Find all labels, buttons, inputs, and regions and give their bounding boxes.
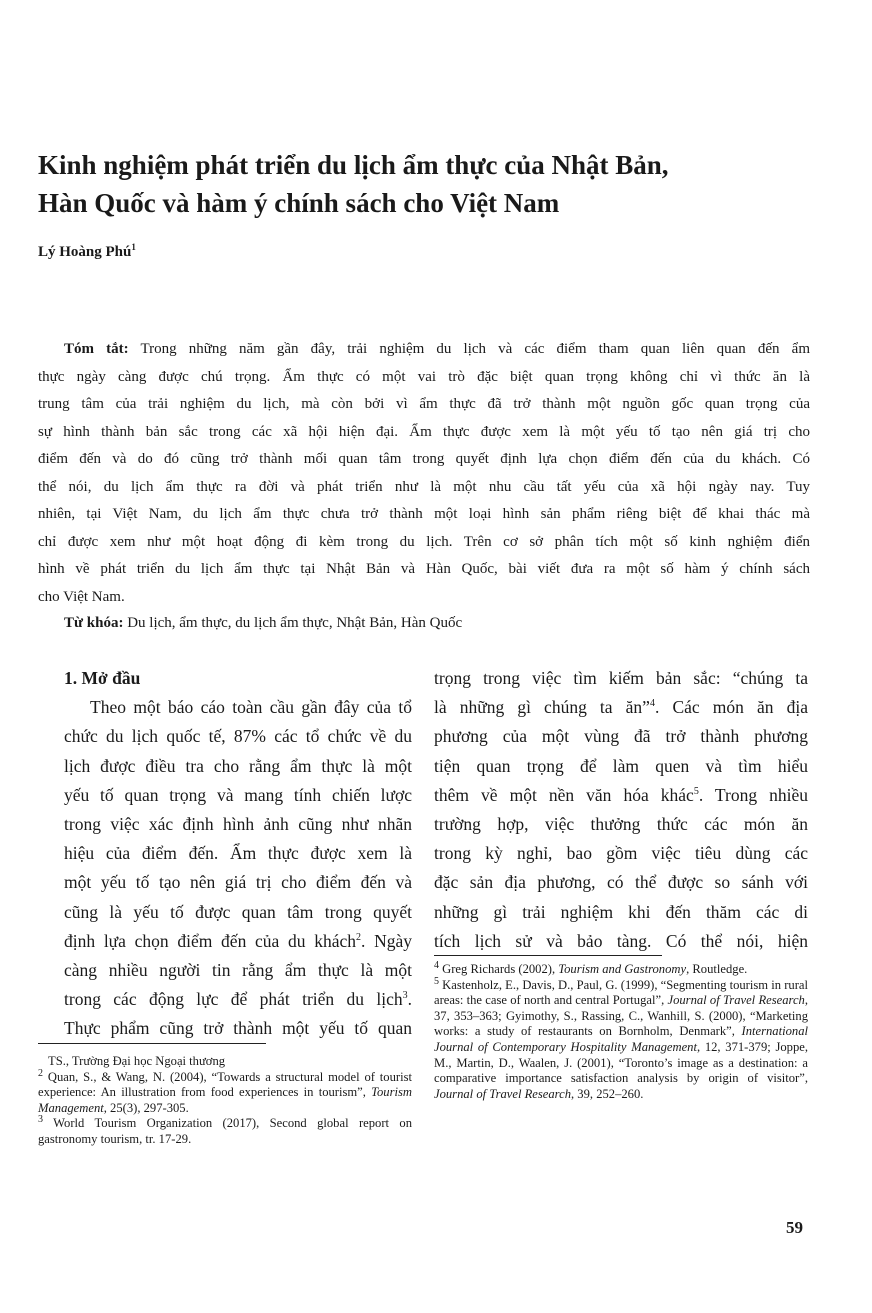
body-line: lịch được điều tra cho rằng ẩm thực là một	[64, 755, 412, 776]
body-line: yếu tố quan trọng và mang tính chiến lược	[64, 784, 412, 805]
title-line-1: Kinh nghiệm phát triển du lịch ẩm thực của Nhật Bản,	[38, 150, 669, 180]
footnote-journal: Journal of Travel Research	[434, 1086, 571, 1101]
footnote-text: , 39, 252–260.	[571, 1086, 644, 1101]
author-name: Lý Hoàng Phú	[38, 244, 132, 260]
body-text: . Trong nhiều	[698, 784, 809, 805]
abstract-line: trung tâm của trải nghiệm du lịch, mà còn bởi vì ẩm thực đã trở thành một nguồn gốc quan trọng của	[38, 396, 810, 412]
body-text: trong các động lực để phát triển du lịch	[64, 989, 403, 1010]
body-line: tiện quan trọng để làm quen và tìm hiểu	[434, 755, 808, 776]
body-line	[64, 927, 412, 956]
body-line: trường hợp, việc thưởng thức các món ăn	[434, 814, 808, 835]
page-number: 59	[786, 1218, 803, 1237]
body-line: phương của một vùng đã trở thành phương	[434, 726, 808, 747]
keywords	[64, 615, 462, 632]
body-text: .	[407, 989, 412, 1010]
body-line	[64, 985, 412, 1014]
body-text: là những gì chúng ta ăn”	[434, 697, 650, 718]
abstract-text: Trong những năm gần đây, trải nghiệm du lịch và các điểm tham quan liên quan đến ẩm	[128, 341, 810, 357]
body-line: hiệu của điểm đến. Ẩm thực được xem là	[64, 843, 412, 864]
footnote-text: Kastenholz, E., Davis, D., Paul, G. (1999), “Segmenting tourism in rural areas: the case of north and central Portugal”,	[434, 977, 808, 1008]
footnote-text: Quan, S., & Wang, N. (2004), “Towards a structural model of tourist experience: An illustration from food experiences in tourism”,	[38, 1069, 412, 1100]
abstract	[38, 336, 810, 611]
author-note: 1	[131, 242, 136, 252]
abstract-line	[38, 336, 810, 364]
body-text: . Ngày	[361, 930, 413, 951]
abstract-line: sự hình thành bản sắc trong các xã hội hiện đại. Ẩm thực được xem là một yếu tố tạo nên giá trị cho	[38, 423, 810, 440]
abstract-line: nhiên, tại Việt Nam, du lịch ẩm thực chưa trở thành một loại hình sản phẩm riêng biệt để khai thác mà	[38, 506, 810, 522]
footnote-5	[434, 975, 808, 1103]
footnote-number: 3	[38, 1114, 43, 1126]
body-line	[434, 781, 808, 810]
body-line: những gì trải nghiệm khi đến thăm các di	[434, 901, 808, 922]
footnote-number: 4	[434, 959, 439, 971]
abstract-line: điểm đến và do đó cũng trở thành mối quan tâm trong quyết định lựa chọn điểm đến của du khách. Có	[38, 451, 810, 467]
paper-title	[38, 146, 838, 222]
footnote-divider	[38, 1043, 266, 1044]
body-text: . Các món ăn địa	[654, 697, 808, 718]
abstract-line: hình về phát triển du lịch ẩm thực tại Nhật Bản và Hàn Quốc, bài viết đưa ra một số hàm ý chính sách	[38, 561, 810, 577]
footnote-number: 2	[38, 1067, 43, 1079]
footnote-ref: 2	[356, 932, 362, 943]
footnote-number: 5	[434, 975, 439, 987]
section-heading: 1. Mở đầu	[64, 668, 141, 688]
body-line: tích lịch sử và bảo tàng. Có thể nói, hiện	[434, 930, 808, 951]
abstract-label: Tóm tắt:	[64, 341, 129, 357]
body-line: trong việc xác định hình ảnh cũng như nhãn	[64, 814, 412, 835]
right-column	[434, 664, 808, 956]
footnote-ref: 4	[649, 698, 655, 710]
footnote-title: Tourism and Gastronomy	[558, 962, 687, 976]
footnote-3	[38, 1116, 412, 1147]
body-line: cũng là yếu tố được quan tâm trong quyết	[64, 901, 412, 922]
abstract-line: thực ngày càng được chú trọng. Ẩm thực có một vai trò đặc biệt quan trọng không chỉ vì thức ăn là	[38, 368, 810, 385]
title-line-2: Hàn Quốc và hàm ý chính sách cho Việt Nam	[38, 188, 560, 218]
body-line: chức du lịch quốc tế, 87% các tổ chức về du	[64, 726, 412, 747]
footnote-ref: 5	[693, 785, 699, 797]
footnote-journal: Journal of Travel Research	[667, 993, 805, 1008]
footnote-text: World Tourism Organization (2017), Second global report on gastronomy tourism, tr. 17-29.	[38, 1116, 412, 1146]
body-line: trong kỳ nghỉ, bao gồm việc tiêu dùng các	[434, 843, 808, 864]
footnote-4	[434, 959, 808, 978]
body-line: Theo một báo cáo toàn cầu gần đây của tổ	[90, 697, 412, 718]
footnote-2	[38, 1067, 412, 1117]
keywords-label: Từ khóa:	[64, 615, 124, 631]
body-line	[434, 693, 808, 722]
body-line: Thực phẩm cũng trở thành một yếu tố quan	[64, 1018, 412, 1039]
footnotes-left	[38, 1054, 412, 1148]
footnote-text: Greg Richards (2002),	[439, 962, 559, 976]
left-column	[64, 664, 412, 1044]
footnotes-right	[434, 959, 808, 1102]
abstract-line: thể nói, du lịch ẩm thực ra đời và phát triển như là một nhu cầu tất yếu của xã hội ngày nay. Tuy	[38, 478, 810, 495]
footnote-ref: 3	[402, 990, 408, 1002]
footnote-journal: International Journal of Contemporary Hospitality Management	[434, 1024, 808, 1054]
keywords-text: Du lịch, ẩm thực, du lịch ẩm thực, Nhật Bản, Hàn Quốc	[123, 615, 463, 631]
abstract-line: cho Việt Nam.	[38, 588, 125, 605]
body-line: trọng trong việc tìm kiếm bản sắc: “chúng ta	[434, 668, 808, 688]
footnote-journal: Tourism Management	[38, 1085, 412, 1115]
body-line: càng nhiều người tin rằng ẩm thực là một	[64, 960, 412, 981]
footnote-divider	[434, 955, 662, 956]
footnote-text: , 25(3), 297-305.	[103, 1100, 189, 1115]
body-text: thêm về một nền văn hóa khác	[434, 784, 694, 805]
abstract-line: chỉ được xem như một hoạt động đi kèm trong du lịch. Trên cơ sở phân tích một số kinh nghiệm điển	[38, 533, 810, 550]
footnote-1: TS., Trường Đại học Ngoại thương	[48, 1054, 226, 1068]
body-text: định lựa chọn điểm đến của du khách	[64, 930, 357, 951]
footnote-text: , Routledge.	[686, 962, 748, 976]
footnote-text: , 37, 353–363; Gyimothy, S., Rassing, C., Wanhill, S. (2000), “Marketing works: a study of restaurants on Bornholm, Denmark”,	[434, 993, 808, 1039]
body-line: đặc sản địa phương, có thể được so sánh với	[434, 872, 808, 893]
footnote-text: , 12, 371-379; Joppe, M., Martin, D., Waalen, J. (2001), “Toronto’s image as a destination: a comparative importance satisfaction analysis by origin of visitor”,	[434, 1039, 808, 1086]
author	[38, 244, 136, 261]
body-line: một yếu tố tạo nên giá trị cho điểm đến và	[64, 872, 412, 893]
